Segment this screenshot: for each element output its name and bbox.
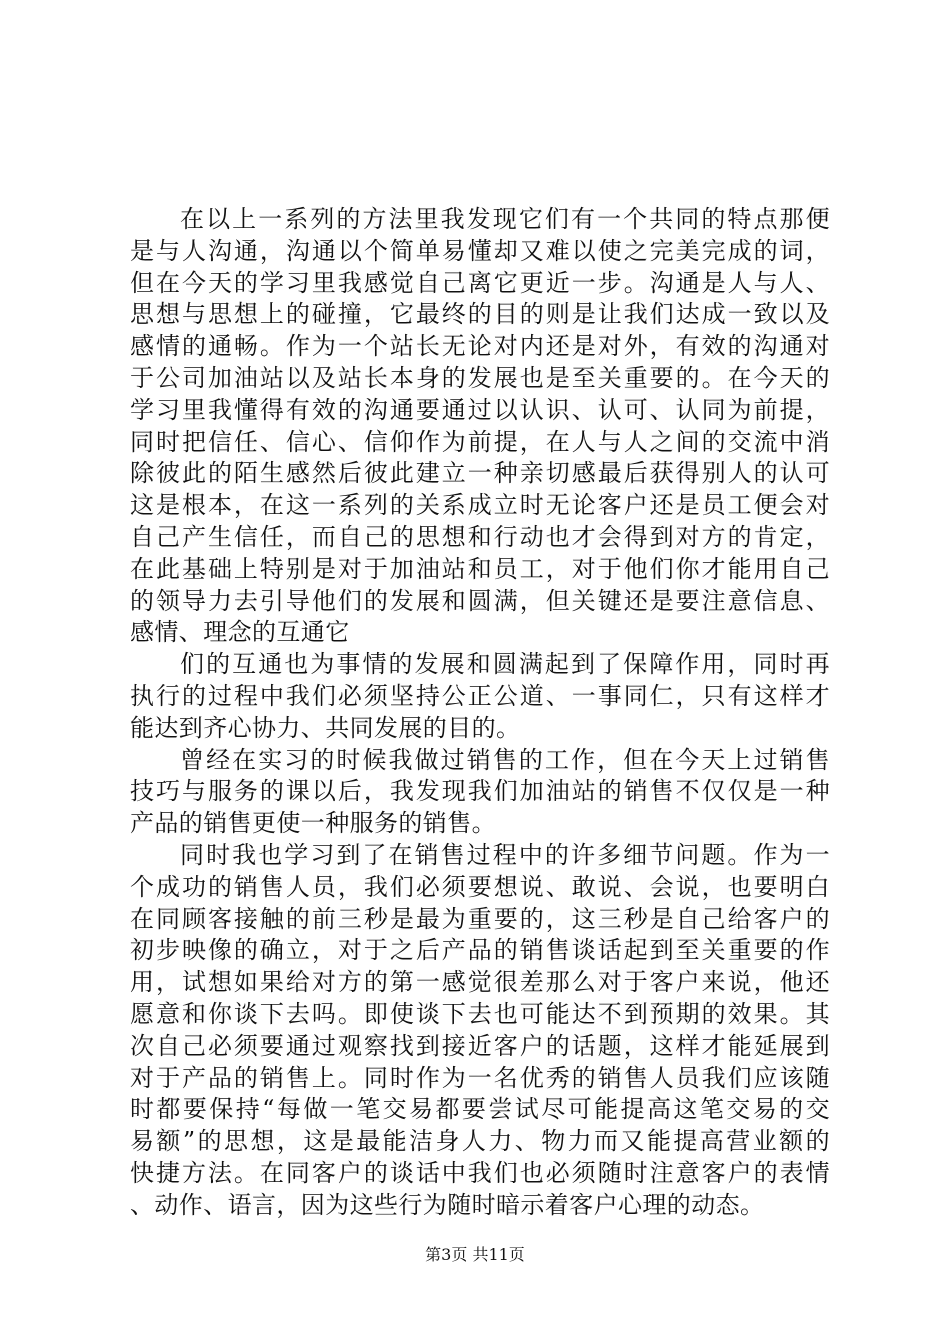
paragraph-line: 是与人沟通，沟通以个简单易懂却又难以使之完美完成的词， xyxy=(130,236,830,265)
paragraph-line: 但在今天的学习里我感觉自己离它更近一步。沟通是人与人、 xyxy=(130,268,830,297)
paragraph-line: 、动作、语言，因为这些行为随时暗示着客户心理的动态。 xyxy=(130,1190,765,1219)
paragraph-line: 们的互通也为事情的发展和圆满起到了保障作用，同时再 xyxy=(180,650,830,679)
body-text xyxy=(130,204,830,1222)
paragraph-line: 次自己必须要通过观察找到接近客户的话题，这样才能延展到 xyxy=(130,1031,830,1060)
paragraph-line: 思想与思想上的碰撞，它最终的目的则是让我们达成一致以及 xyxy=(130,300,830,329)
paragraph-line: 这是根本，在这一系列的关系成立时无论客户还是员工便会对 xyxy=(130,491,830,520)
paragraph-line: 曾经在实习的时候我做过销售的工作，但在今天上过销售 xyxy=(180,745,830,774)
paragraph-line: 在同顾客接触的前三秒是最为重要的，这三秒是自己给客户的 xyxy=(130,904,830,933)
paragraph-line: 用，试想如果给对方的第一感觉很差那么对于客户来说，他还 xyxy=(130,968,830,997)
paragraph-line: 个成功的销售人员，我们必须要想说、敢说、会说，也要明白 xyxy=(130,872,830,901)
paragraph-line: 学习里我懂得有效的沟通要通过以认识、认可、认同为前提， xyxy=(130,395,830,424)
page-footer xyxy=(0,1245,950,1265)
paragraph-line: 自己产生信任，而自己的思想和行动也才会得到对方的肯定， xyxy=(130,522,830,551)
paragraph-line: 愿意和你谈下去吗。即使谈下去也可能达不到预期的效果。其 xyxy=(130,999,830,1028)
paragraph-line: 感情、理念的互通它 xyxy=(130,618,350,647)
paragraph-line: 时都要保持“每做一笔交易都要尝试尽可能提高这笔交易的交 xyxy=(130,1095,830,1124)
page-number-label: 第3页 共11页 xyxy=(425,1245,525,1264)
paragraph-line: 快捷方法。在同客户的谈话中我们也必须随时注意客户的表情 xyxy=(130,1158,830,1187)
paragraph-line: 的领导力去引导他们的发展和圆满，但关键还是要注意信息、 xyxy=(130,586,830,615)
paragraph-line: 执行的过程中我们必须坚持公正公道、一事同仁，只有这样才 xyxy=(130,681,830,710)
paragraph-line: 能达到齐心协力、共同发展的目的。 xyxy=(130,713,521,742)
paragraph-line: 初步映像的确立，对于之后产品的销售谈话起到至关重要的作 xyxy=(130,936,830,965)
paragraph-line: 于公司加油站以及站长本身的发展也是至关重要的。在今天的 xyxy=(130,363,830,392)
paragraph-line: 对于产品的销售上。同时作为一名优秀的销售人员我们应该随 xyxy=(130,1063,830,1092)
paragraph-line: 除彼此的陌生感然后彼此建立一种亲切感最后获得别人的认可 xyxy=(130,459,830,488)
paragraph-line: 在以上一系列的方法里我发现它们有一个共同的特点那便 xyxy=(180,205,830,233)
paragraph-line: 在此基础上特别是对于加油站和员工，对于他们你才能用自己 xyxy=(130,554,830,583)
paragraph-line: 技巧与服务的课以后，我发现我们加油站的销售不仅仅是一种 xyxy=(130,777,830,806)
paragraph-line: 易额”的思想，这是最能洁身人力、物力而又能提高营业额的 xyxy=(130,1127,830,1156)
paragraph-line: 同时我也学习到了在销售过程中的许多细节问题。作为一 xyxy=(180,840,830,869)
paragraph-line: 同时把信任、信心、信仰作为前提，在人与人之间的交流中消 xyxy=(130,427,830,456)
paragraph-line: 产品的销售更使一种服务的销售。 xyxy=(130,809,496,838)
paragraph-line: 感情的通畅。作为一个站长无论对内还是对外，有效的沟通对 xyxy=(130,332,830,361)
